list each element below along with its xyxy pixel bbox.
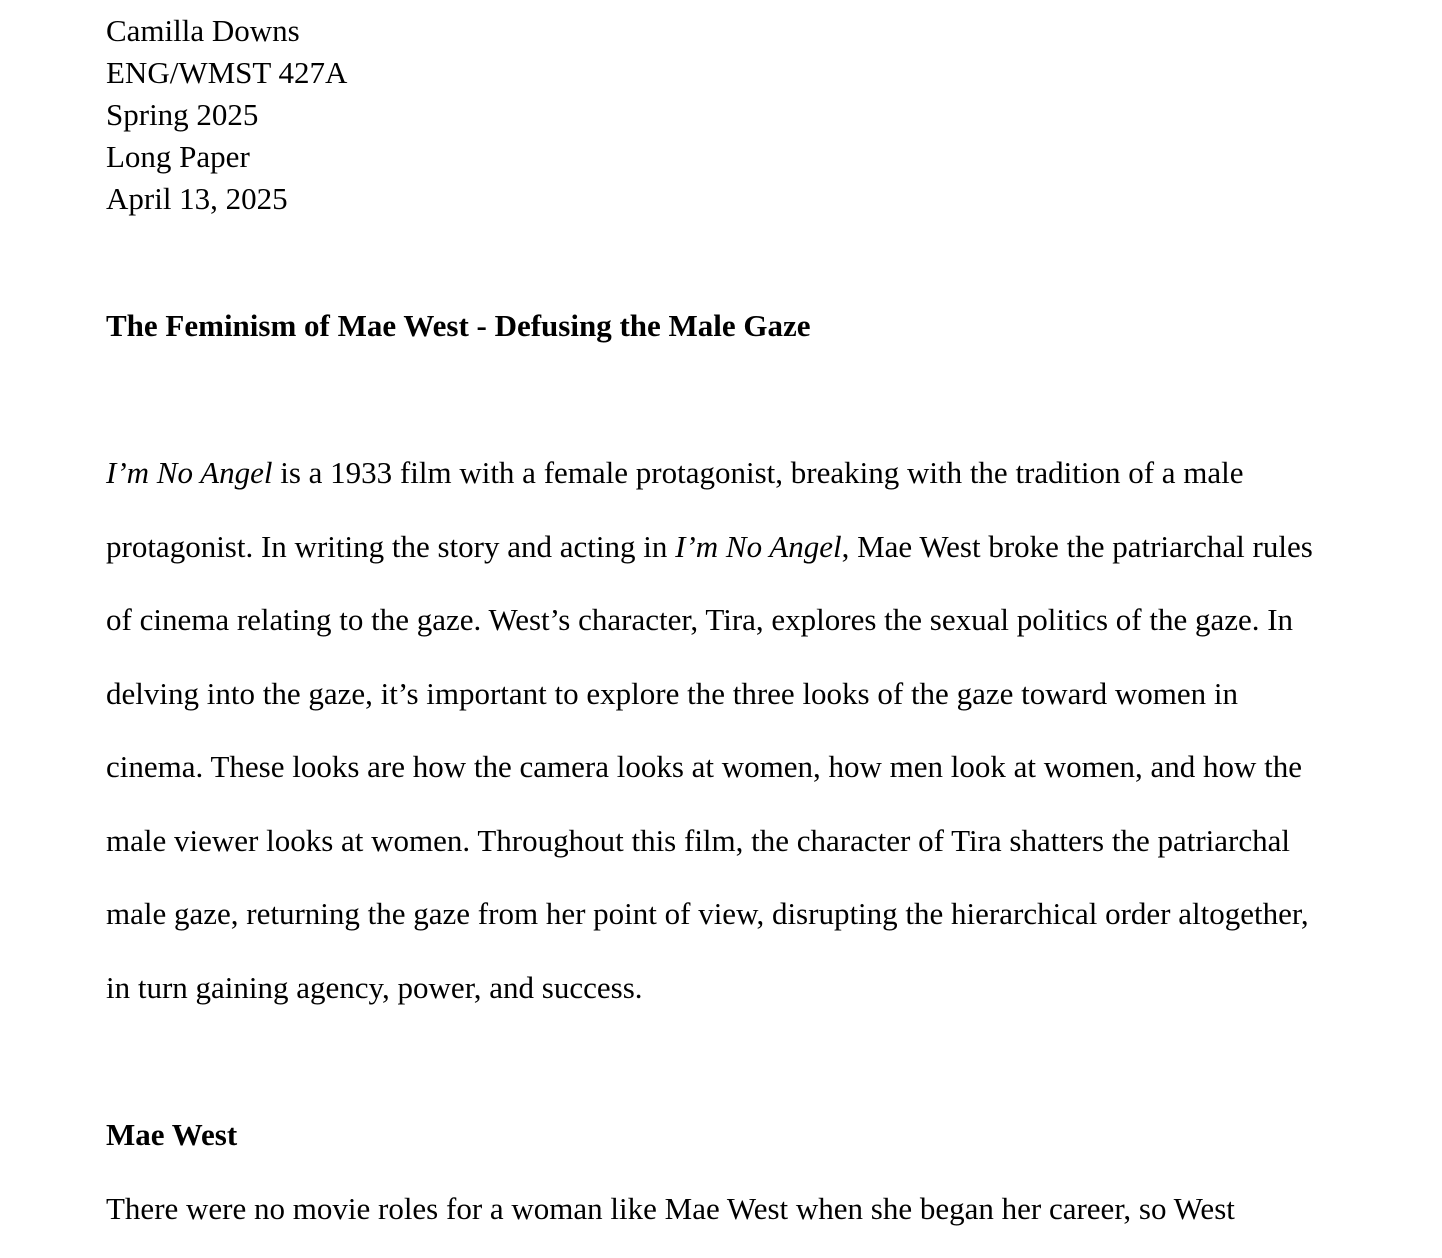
paragraph-line: in turn gaining agency, power, and success. [106, 969, 643, 1005]
paragraph-line: of cinema relating to the gaze. West’s character, Tira, explores the sexual politics of the gaze. In [106, 602, 1294, 637]
header-block [106, 10, 347, 220]
paragraph-line [106, 436, 1313, 510]
course-code: ENG/WMST 427A [106, 55, 348, 90]
assignment-type: Long Paper [106, 139, 250, 174]
paper-date: April 13, 2025 [106, 181, 288, 216]
film-title-italic: I’m No Angel [675, 528, 842, 564]
section-heading: Mae West [106, 1117, 238, 1152]
paragraph-line: delving into the gaze, it’s important to explore the three looks of the gaze toward women in [106, 675, 1239, 711]
author-name: Camilla Downs [106, 13, 300, 48]
paragraph-line: There were no movie roles for a woman like Mae West when she began her career, so West [106, 1191, 1235, 1226]
intro-paragraph [106, 436, 1313, 1024]
paper-title: The Feminism of Mae West - Defusing the Male Gaze [106, 308, 811, 343]
paragraph-line: male gaze, returning the gaze from her point of view, disrupting the hierarchical order altogether, [106, 896, 1309, 931]
paragraph-line: male viewer looks at women. Throughout this film, the character of Tira shatters the patriarchal [106, 822, 1290, 858]
line-text: is a 1933 film with a female protagonist, breaking with the tradition of a male [272, 455, 1244, 490]
term: Spring 2025 [106, 97, 259, 132]
film-title-italic: I’m No Angel [106, 455, 273, 490]
paragraph-line: cinema. These looks are how the camera looks at women, how men look at women, and how the [106, 749, 1303, 784]
line-text: , Mae West broke the patriarchal rules [841, 528, 1313, 564]
line-text: protagonist. In writing the story and acting in [106, 528, 676, 564]
section-paragraph [106, 1172, 1235, 1246]
paragraph-line [106, 510, 1313, 584]
